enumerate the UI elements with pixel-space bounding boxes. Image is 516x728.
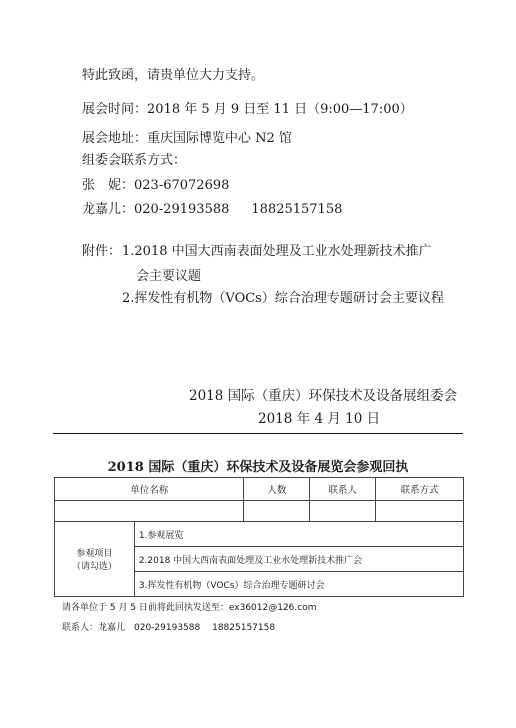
attachments-label: 附件： <box>82 244 122 259</box>
signature-date: 2018 年 4 月 10 日 <box>258 411 381 427</box>
visit-option[interactable]: 3.挥发性有机物（VOCs）综合治理专题研讨会 <box>134 572 463 597</box>
contact-name: 张 妮： <box>82 178 135 193</box>
contacts-heading: 组委会联系方式： <box>82 153 187 168</box>
attachment-item-continued: 会主要议题 <box>136 269 202 284</box>
signature-organization: 2018 国际（重庆）环保技术及设备展组委会 <box>189 388 458 404</box>
visit-items-label <box>55 522 135 597</box>
attachment-item: 1.2018 中国大西南表面处理及工业水处理新技术推广 <box>122 244 432 259</box>
receipt-contact-note: 联系人：龙嘉儿 020-29193588 18825157158 <box>62 623 276 633</box>
exhibition-time: 展会时间：2018 年 5 月 9 日至 11 日（9:00—17:00） <box>82 102 413 117</box>
visit-option[interactable]: 1.参观展览 <box>134 522 463 547</box>
table-row <box>55 522 464 547</box>
contact-row <box>82 178 229 194</box>
column-header-attendees: 人数 <box>244 478 310 501</box>
table-header-row <box>55 478 464 501</box>
exhibition-venue: 展会地址：重庆国际博览中心 N2 馆 <box>82 131 292 146</box>
column-header-organization: 单位名称 <box>55 478 244 501</box>
column-header-contact-info: 联系方式 <box>376 478 464 501</box>
contact-phone: 020-29193588 <box>134 202 230 217</box>
table-row <box>55 501 464 522</box>
organization-cell[interactable] <box>55 501 244 522</box>
contact-person-cell[interactable] <box>310 501 376 522</box>
receipt-table <box>54 477 464 597</box>
contact-phone: 023-67072698 <box>134 178 230 193</box>
closing-line: 特此致函，请贵单位大力支持。 <box>82 68 265 83</box>
visit-items-label-line: 参观项目 <box>76 549 113 559</box>
contact-info-cell[interactable] <box>376 501 464 522</box>
attendees-cell[interactable] <box>244 501 310 522</box>
divider-line <box>53 433 463 434</box>
attachment-item: 2.挥发性有机物（VOCs）综合治理专题研讨会主要议程 <box>122 291 444 306</box>
column-header-contact-person: 联系人 <box>310 478 376 501</box>
contact-row <box>82 202 342 218</box>
submission-note: 请各单位于 5 月 5 日前将此回执发送至：ex36012@126.com <box>62 603 317 613</box>
visit-items-hint: （请勾选） <box>71 562 117 572</box>
contact-name: 龙嘉儿： <box>82 202 135 217</box>
contact-mobile: 18825157158 <box>251 202 343 217</box>
visit-option[interactable]: 2.2018 中国大西南表面处理及工业水处理新技术推广会 <box>134 547 463 572</box>
receipt-title: 2018 国际（重庆）环保技术及设备展览会参观回执 <box>107 460 409 475</box>
